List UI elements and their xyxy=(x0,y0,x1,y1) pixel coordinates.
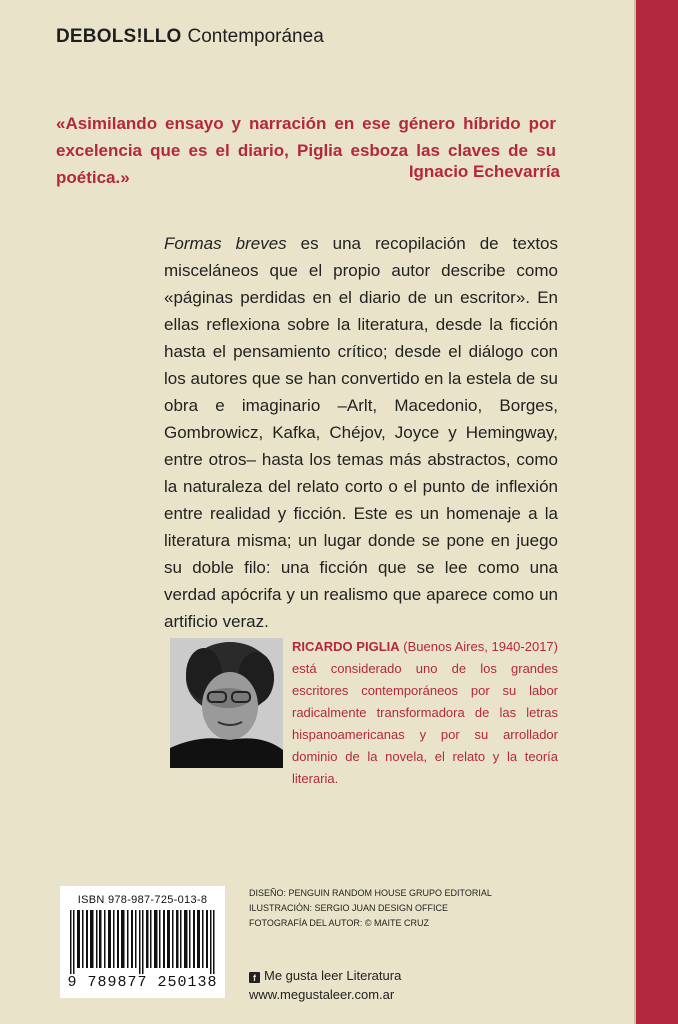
barcode-icon xyxy=(68,910,217,974)
credit-photo: FOTOGRAFÍA DEL AUTOR: © MAITE CRUZ xyxy=(249,918,429,928)
book-description xyxy=(164,230,558,635)
description-text: es una recopilación de textos misceláneos que el propio autor describe como «páginas perdidas en el diario de un escritor». En ellas reflexiona sobre la literatura, desde la ficción hasta el pensamiento crítico; desde el diálogo con los autores que se han convertido en la estela de su obra e imaginario –Arlt, Macedonio, Borges, Gombrowicz, Kafka, Chéjov, Joyce y Hemingway, entre otros– hasta los temas más abstractos, como la naturaleza del relato corto o el punto de inflexión entre realidad y ficción. Este es un homenaje a la literatura misma; un lugar donde se pone en juego su doble filo: una ficción que se lee como una verdad apócrifa y un realismo que aparece como un artificio veraz. xyxy=(164,234,558,631)
isbn-text: ISBN 978-987-725-013-8 xyxy=(77,894,208,906)
author-bio-text: está considerado uno de los grandes escritores contemporáneos por su labor radicalmente transformadora de las letras hispanoamericanas y por su arrollador dominio de la novela, el relato y la teoría literaria. xyxy=(292,661,558,786)
credit-design: DISEÑO: PENGUIN RANDOM HOUSE GRUPO EDITORIAL xyxy=(249,888,492,898)
quote-author: Ignacio Echevarría xyxy=(408,162,560,181)
barcode-number: 9 789877 250138 xyxy=(67,974,218,991)
facebook-link[interactable] xyxy=(249,966,401,985)
author-dates: (Buenos Aires, 1940-2017) xyxy=(399,639,558,654)
brand-name: DEBOLS!LLO xyxy=(56,26,182,47)
website-link[interactable]: www.megustaleer.com.ar xyxy=(249,987,395,1002)
blurb-quote: «Asimilando ensayo y narración en ese género híbrido por excelencia que es el diario, Piglia esboza las claves de su poética.» xyxy=(56,114,556,187)
facebook-label: Me gusta leer Literatura xyxy=(264,968,402,983)
author-name: RICARDO PIGLIA xyxy=(292,639,400,654)
brand-collection: Contemporánea xyxy=(187,26,324,47)
facebook-icon: f xyxy=(249,972,260,983)
credits xyxy=(249,886,492,931)
social-links xyxy=(249,966,401,1004)
author-bio xyxy=(292,636,558,790)
author-portrait-image xyxy=(170,638,283,768)
credit-illustration: ILUSTRACIÓN: SERGIO JUAN DESIGN OFFICE xyxy=(249,903,449,913)
barcode-label xyxy=(60,886,225,998)
publisher-brand xyxy=(56,26,324,48)
author-photo xyxy=(170,638,283,768)
book-title: Formas breves xyxy=(164,234,287,253)
spine-band xyxy=(636,0,678,1024)
